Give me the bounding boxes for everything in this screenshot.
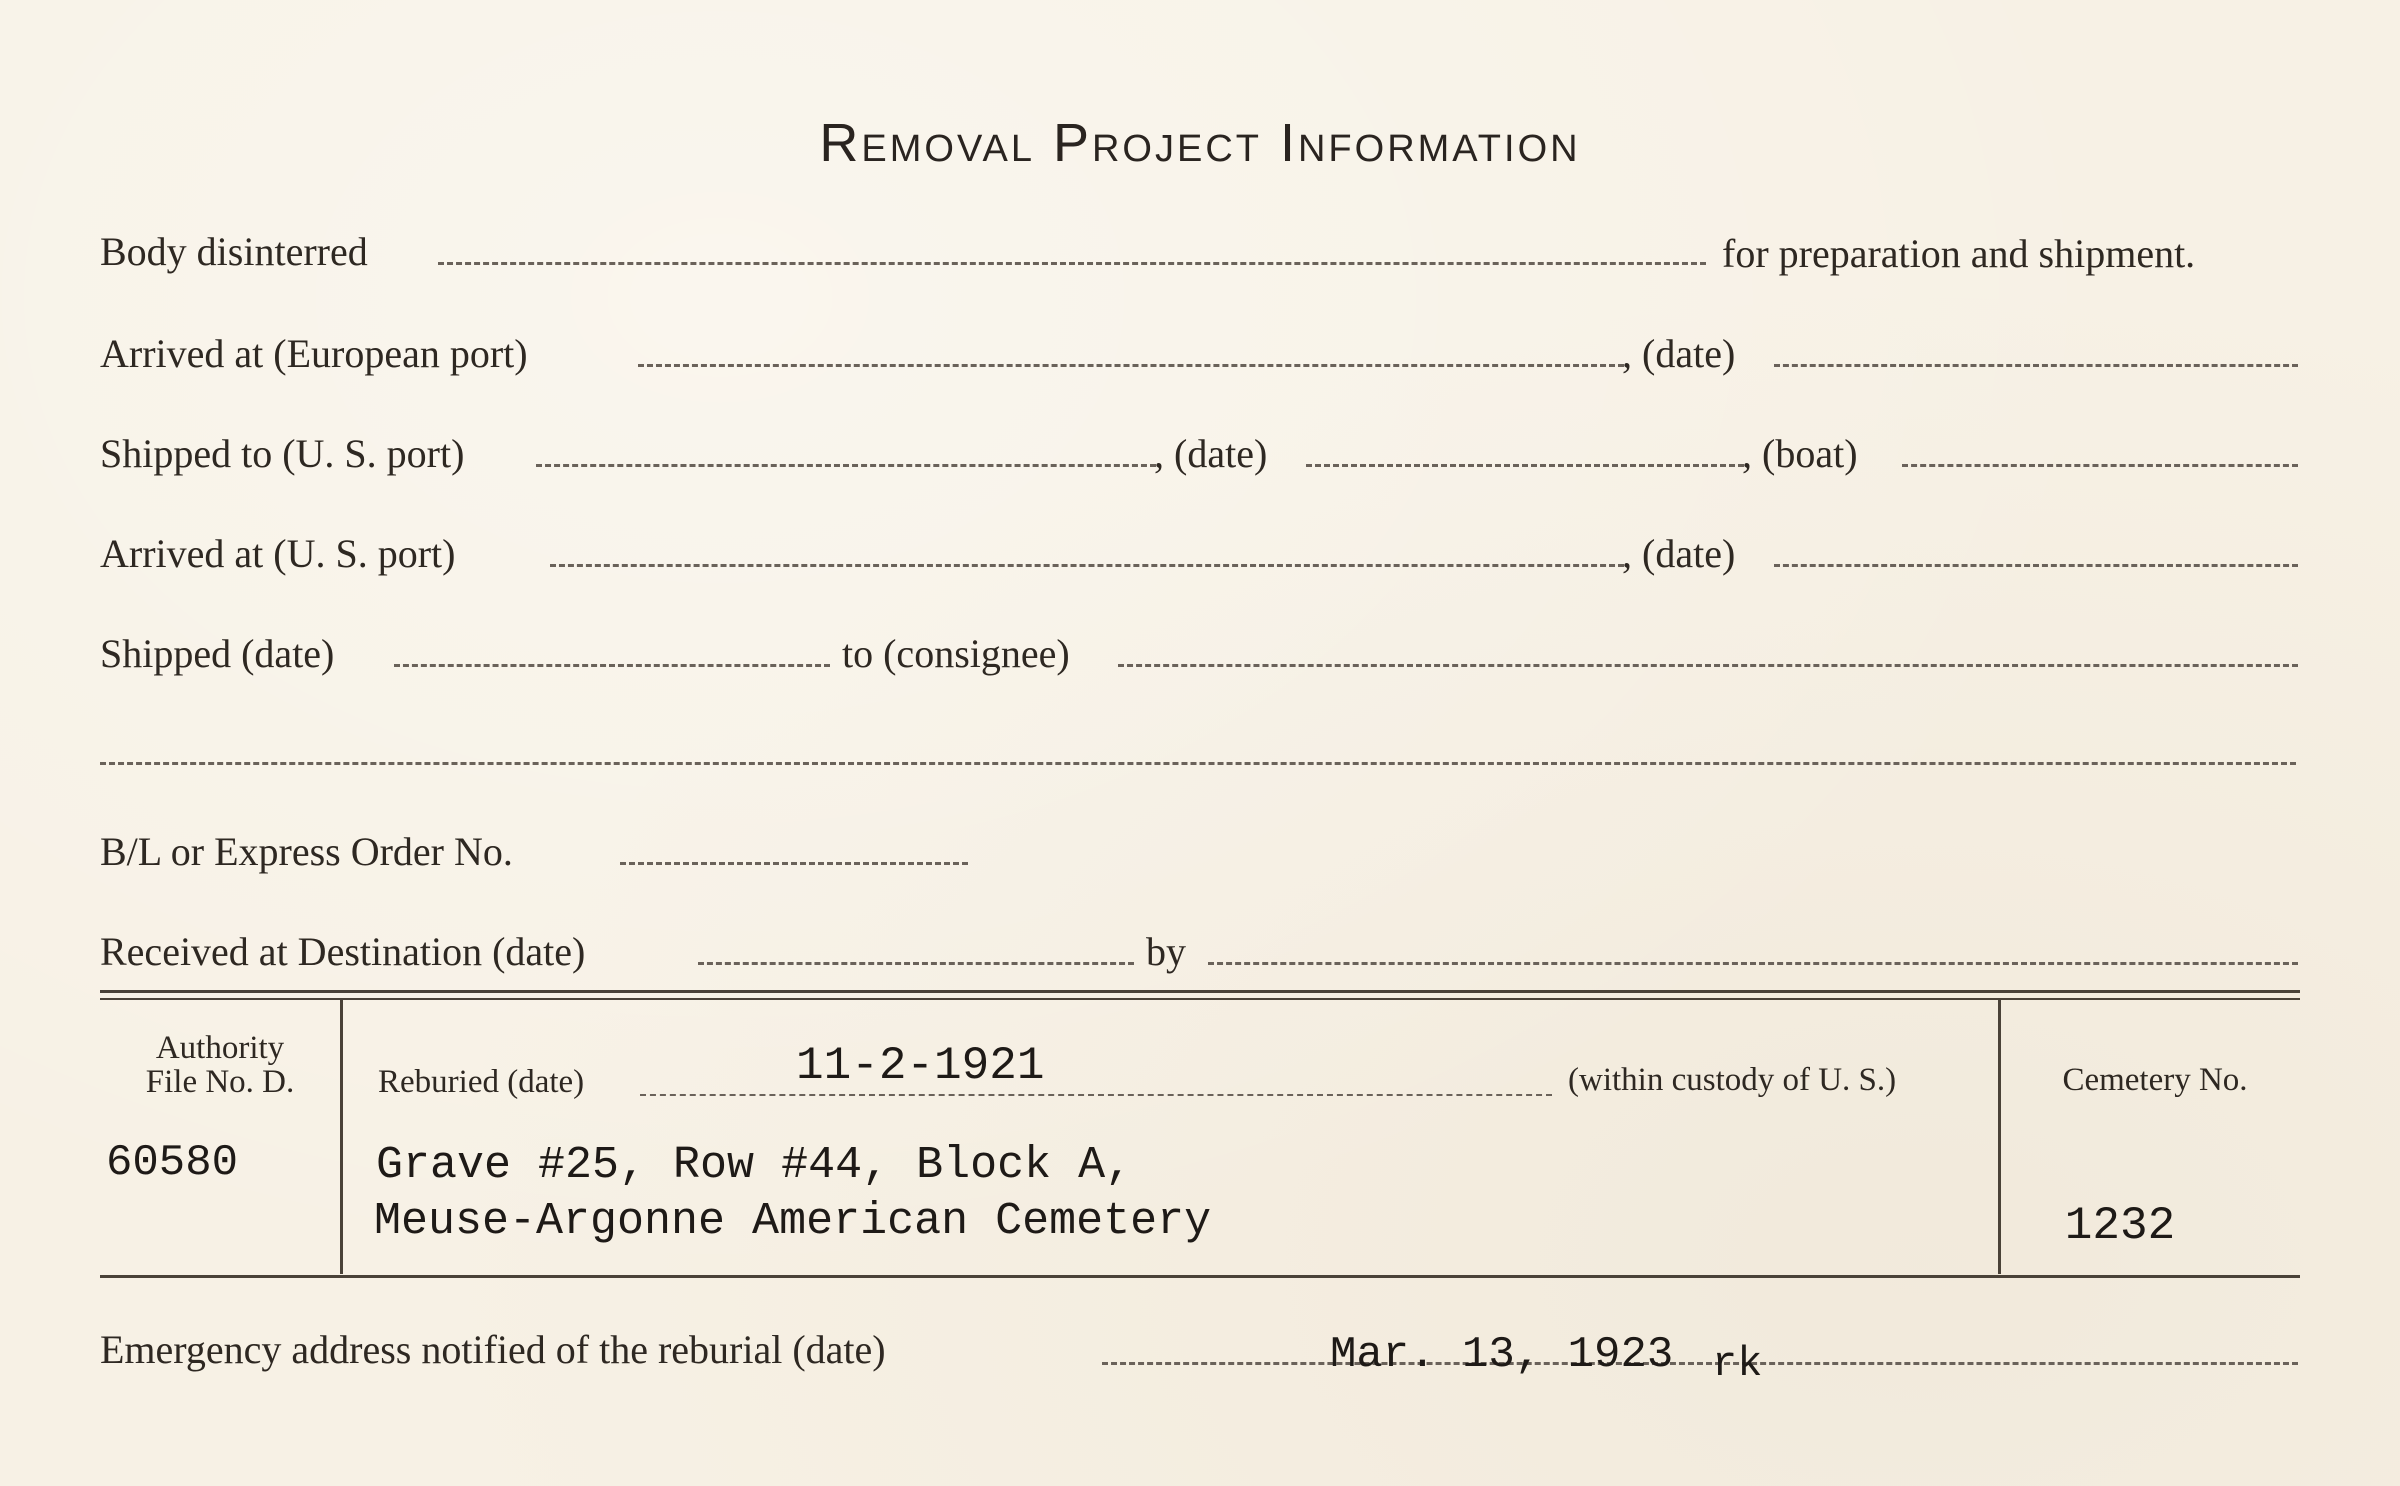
shipped-date-only-label: Shipped (date) [100, 631, 335, 676]
continuation-line[interactable] [100, 762, 2296, 765]
received-destination-label: Received at Destination (date) [100, 929, 586, 974]
arrived-us-port-label: Arrived at (U. S. port) [100, 531, 456, 576]
arrived-european-port-label: Arrived at (European port) [100, 331, 528, 376]
authority-label: Authority [155, 1030, 285, 1066]
table-top-rule [100, 990, 2300, 993]
cemetery-no-label: Cemetery No. [2062, 1062, 2248, 1098]
reburied-date-field[interactable] [640, 1094, 1552, 1096]
table-bottom-rule [100, 1275, 2300, 1278]
table-divider-left [340, 1000, 343, 1274]
boat-label: , (boat) [1742, 431, 1858, 476]
preparation-shipment-label: for preparation and shipment. [1722, 231, 2196, 276]
arrived-european-date-label: , (date) [1622, 331, 1736, 376]
reburied-date-value: 11-2-1921 [796, 1040, 1045, 1092]
arrived-us-date-label: , (date) [1622, 531, 1736, 576]
shipped-date-field[interactable] [394, 664, 830, 667]
bl-order-label: B/L or Express Order No. [100, 829, 513, 874]
reburied-date-label: Reburied (date) [378, 1064, 585, 1100]
consignee-label: to (consignee) [842, 631, 1070, 676]
clerk-initials: rk [1712, 1340, 1763, 1388]
body-disinterred-label: Body disinterred [100, 229, 368, 274]
us-port-field[interactable] [536, 464, 1156, 467]
received-by-field[interactable] [1208, 962, 2298, 965]
file-no-label: File No. D. [145, 1064, 295, 1100]
body-disinterred-field[interactable] [438, 262, 1706, 265]
received-date-field[interactable] [698, 962, 1134, 965]
emergency-date-field[interactable] [1102, 1362, 2298, 1365]
table-divider-right [1998, 1000, 2001, 1274]
emergency-date-value: Mar. 13, 1923 [1330, 1330, 1674, 1380]
bl-order-field[interactable] [620, 862, 968, 865]
shipped-us-date-field[interactable] [1306, 464, 1744, 467]
custody-label: (within custody of U. S.) [1568, 1062, 1897, 1098]
received-by-label: by [1146, 929, 1186, 974]
emergency-address-label: Emergency address notified of the reburial (date) [100, 1327, 886, 1372]
shipped-date-label: , (date) [1154, 431, 1268, 476]
arrived-us-port-field[interactable] [550, 564, 1624, 567]
cemetery-number: 1232 [2064, 1200, 2176, 1252]
arrived-us-date-field[interactable] [1774, 564, 2298, 567]
european-port-field[interactable] [638, 364, 1624, 367]
shipped-us-port-label: Shipped to (U. S. port) [100, 431, 465, 476]
consignee-field[interactable] [1118, 664, 2298, 667]
form-title: Removal Project Information [819, 113, 1581, 173]
grave-location-line1: Grave #25, Row #44, Block A, [376, 1140, 1133, 1191]
european-date-field[interactable] [1774, 364, 2298, 367]
grave-location-line2: Meuse-Argonne American Cemetery [374, 1196, 1212, 1247]
file-number: 60580 [106, 1138, 239, 1188]
table-top-rule-inner [100, 998, 2300, 1000]
boat-field[interactable] [1902, 464, 2298, 467]
